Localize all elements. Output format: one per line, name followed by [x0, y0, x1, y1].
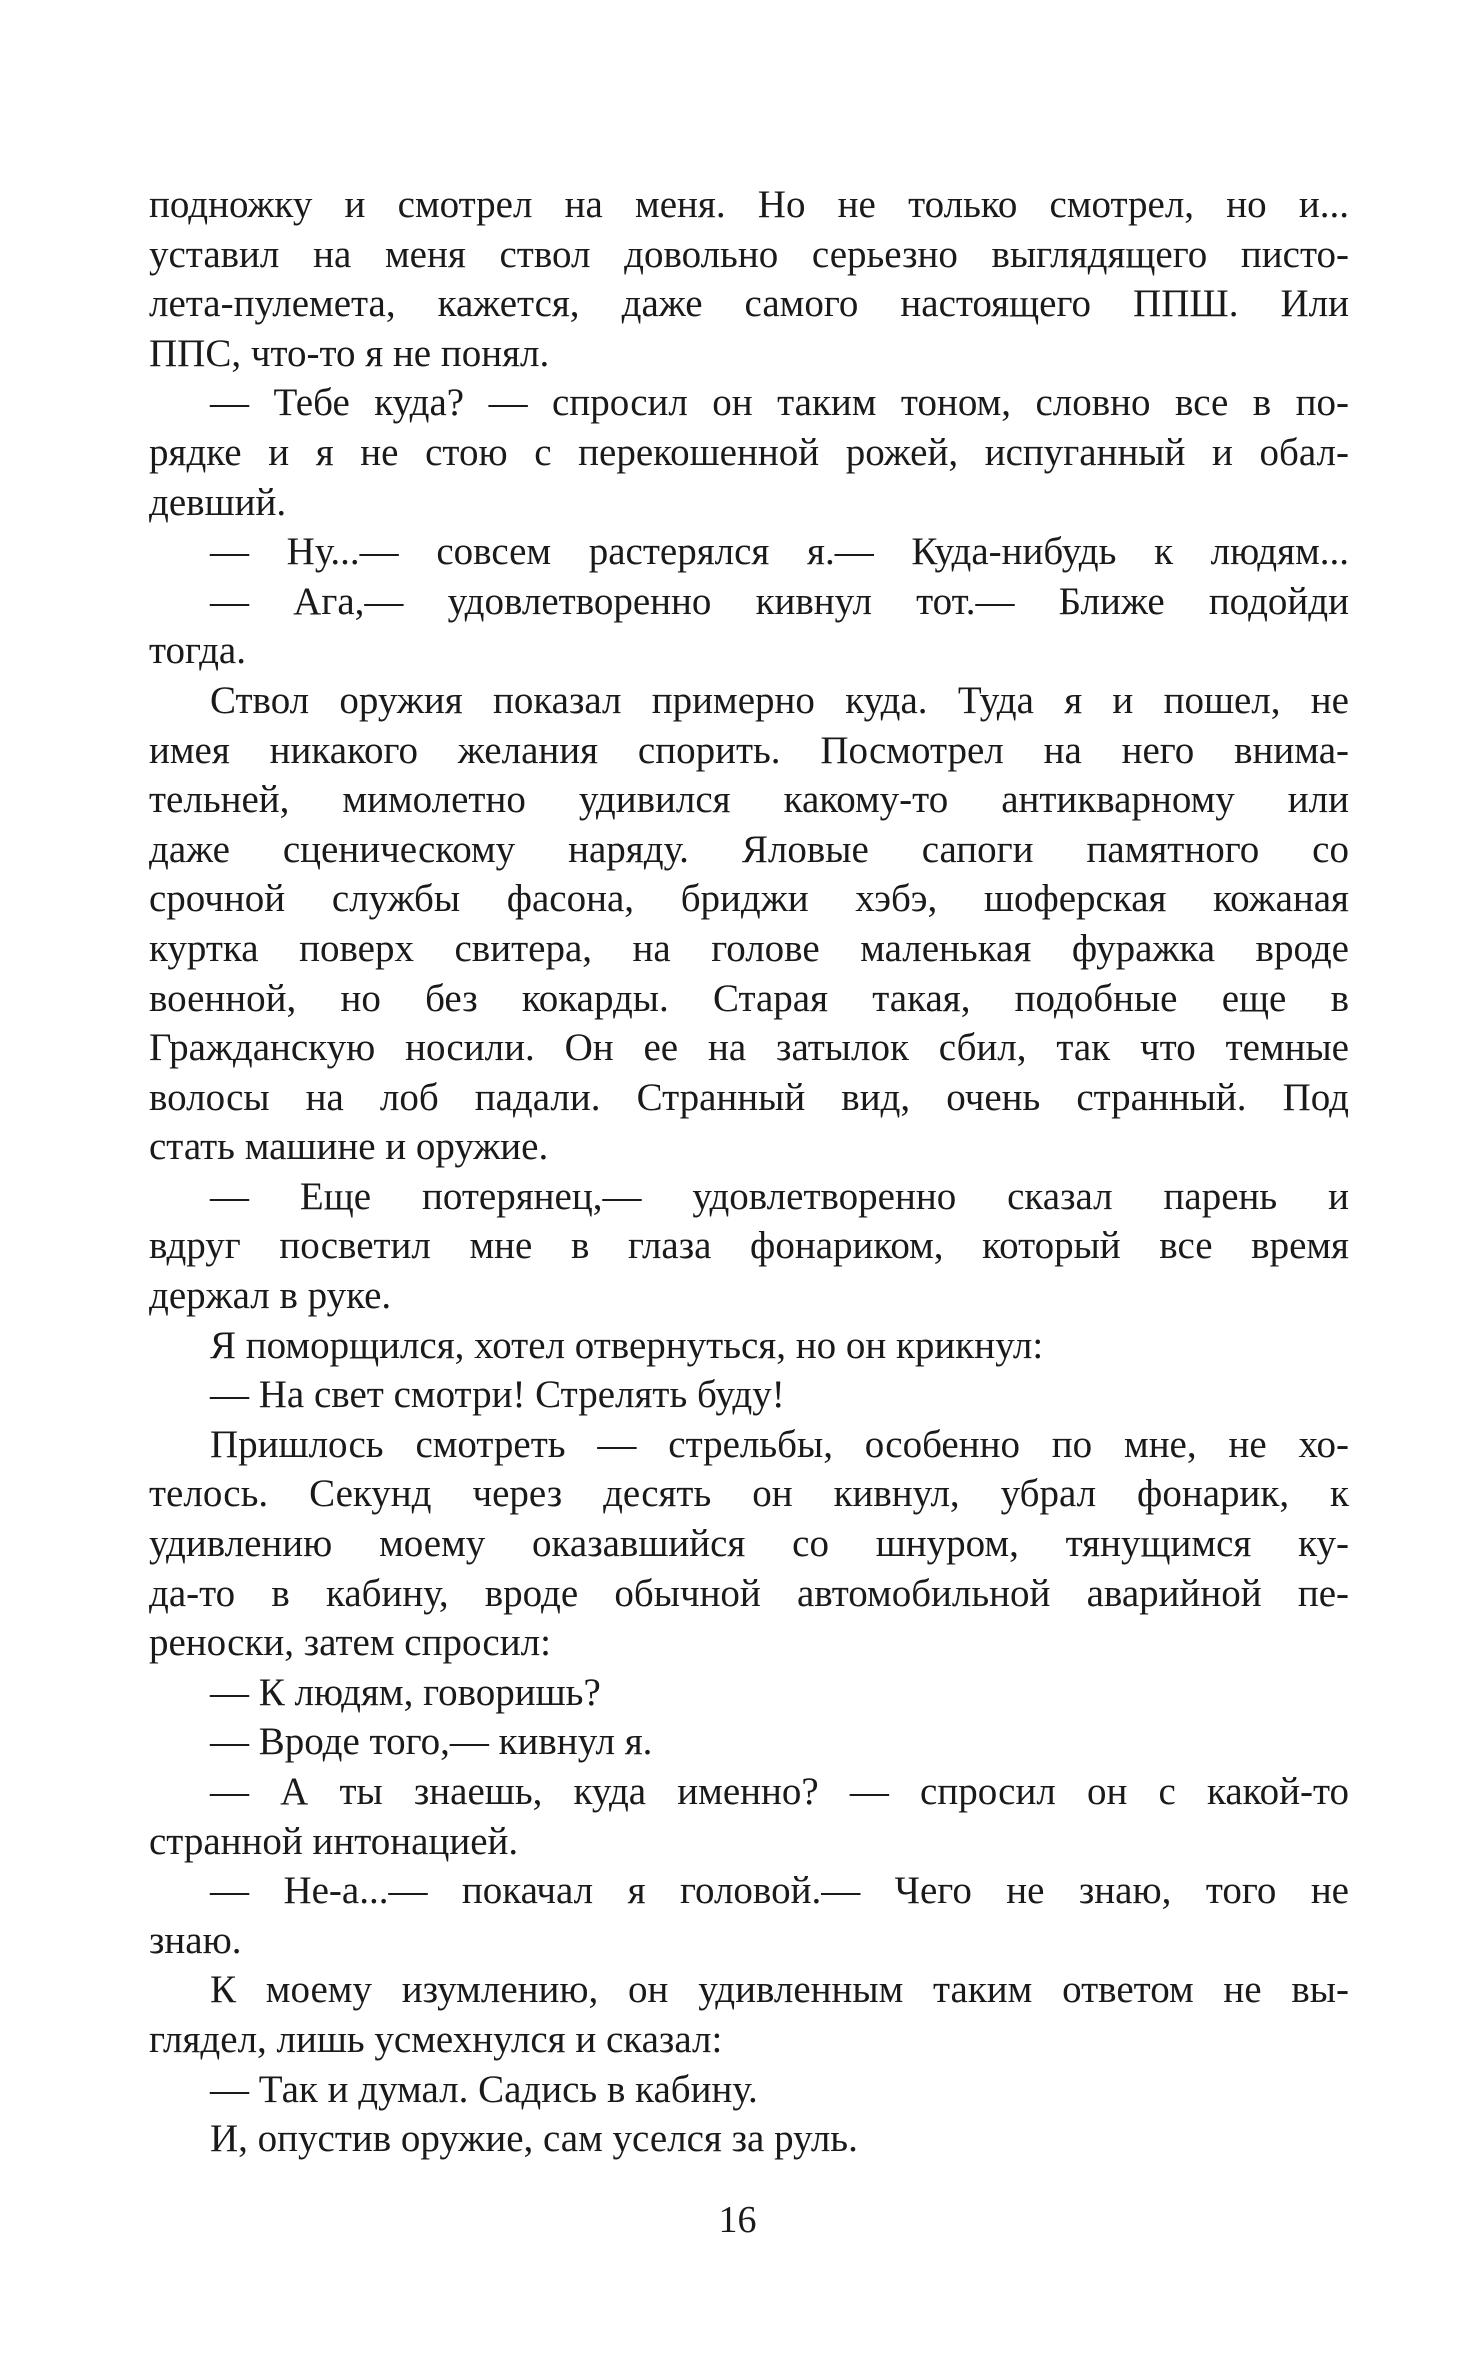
text-line: лета-пулемета, кажется, даже самого настоящего ППШ. Или: [149, 282, 1349, 326]
text-line: подножку и смотрел на меня. Но не только смотрел, но и...: [149, 183, 1349, 226]
page-number: 16: [718, 2199, 757, 2241]
text-line: — Вроде того,— кивнул я.: [210, 1720, 653, 1764]
text-line: Пришлось смотреть — стрельбы, особенно по мне, не хо-: [210, 1422, 1349, 1466]
text-line: уставил на меня ствол довольно серьезно выглядящего писто-: [149, 232, 1349, 276]
text-line: — Еще потерянец,— удовлетворенно сказал парень и: [210, 1174, 1349, 1218]
text-line: тельней, мимолетно удивился какому-то антикварному или: [149, 778, 1349, 822]
text-line: куртка поверх свитера, на голове маленькая фуражка вроде: [149, 926, 1349, 970]
text-line: рядке и я не стою с перекошенной рожей, испуганный и обал-: [149, 430, 1349, 474]
text-line: телось. Секунд через десять он кивнул, убрал фонарик, к: [149, 1472, 1349, 1516]
text-line: — Тебе куда? — спросил он таким тоном, словно все в по-: [210, 381, 1349, 425]
text-line: знаю.: [149, 1918, 242, 1962]
text-line: Ствол оружия показал примерно куда. Туда я и пошел, не: [210, 678, 1349, 722]
text-line: — На свет смотри! Стрелять буду!: [210, 1373, 785, 1417]
text-line: вдруг посветил мне в глаза фонариком, который все время: [149, 1224, 1349, 1268]
text-line: К моему изумлению, он удивленным таким ответом не вы-: [210, 1968, 1349, 2012]
text-line: военной, но без кокарды. Старая такая, подобные еще в: [149, 976, 1349, 1020]
text-line: — К людям, говоришь?: [210, 1670, 601, 1714]
text-line: да-то в кабину, вроде обычной автомобильной аварийной пе-: [149, 1571, 1349, 1615]
body-text: [149, 180, 1349, 2164]
text-line: имея никакого желания спорить. Посмотрел на него внима-: [149, 728, 1349, 772]
text-line: стать машине и оружие.: [149, 1125, 549, 1169]
text-line: Гражданскую носили. Он ее на затылок сбил, так что темные: [149, 1026, 1349, 1070]
text-line: даже сценическому наряду. Яловые сапоги памятного со: [149, 827, 1349, 871]
text-line: — Ага,— удовлетворенно кивнул тот.— Ближе подойди: [210, 579, 1349, 623]
text-line: И, опустив оружие, сам уселся за руль.: [210, 2117, 858, 2161]
text-line: — Ну...— совсем растерялся я.— Куда-нибудь к людям...: [210, 530, 1349, 574]
text-line: удивлению моему оказавшийся со шнуром, тянущимся ку-: [149, 1522, 1349, 1566]
text-line: держал в руке.: [149, 1274, 392, 1318]
text-line: — Так и думал. Садись в кабину.: [210, 2067, 758, 2111]
text-line: — Не-а...— покачал я головой.— Чего не знаю, того не: [210, 1869, 1349, 1913]
text-line: тогда.: [149, 629, 246, 673]
text-line: Я поморщился, хотел отвернуться, но он крикнул:: [210, 1323, 1044, 1367]
text-line: срочной службы фасона, бриджи хэбэ, шоферская кожаная: [149, 877, 1349, 921]
text-line: странной интонацией.: [149, 1819, 519, 1863]
text-line: реноски, затем спросил:: [149, 1621, 551, 1665]
text-line: ППС, что-то я не понял.: [149, 331, 550, 375]
text-line: — А ты знаешь, куда именно? — спросил он с какой-то: [210, 1770, 1349, 1813]
text-line: глядел, лишь усмехнулся и сказал:: [149, 2017, 723, 2061]
text-line: девший.: [149, 480, 287, 524]
text-line: волосы на лоб падали. Странный вид, очень странный. Под: [149, 1075, 1349, 1119]
